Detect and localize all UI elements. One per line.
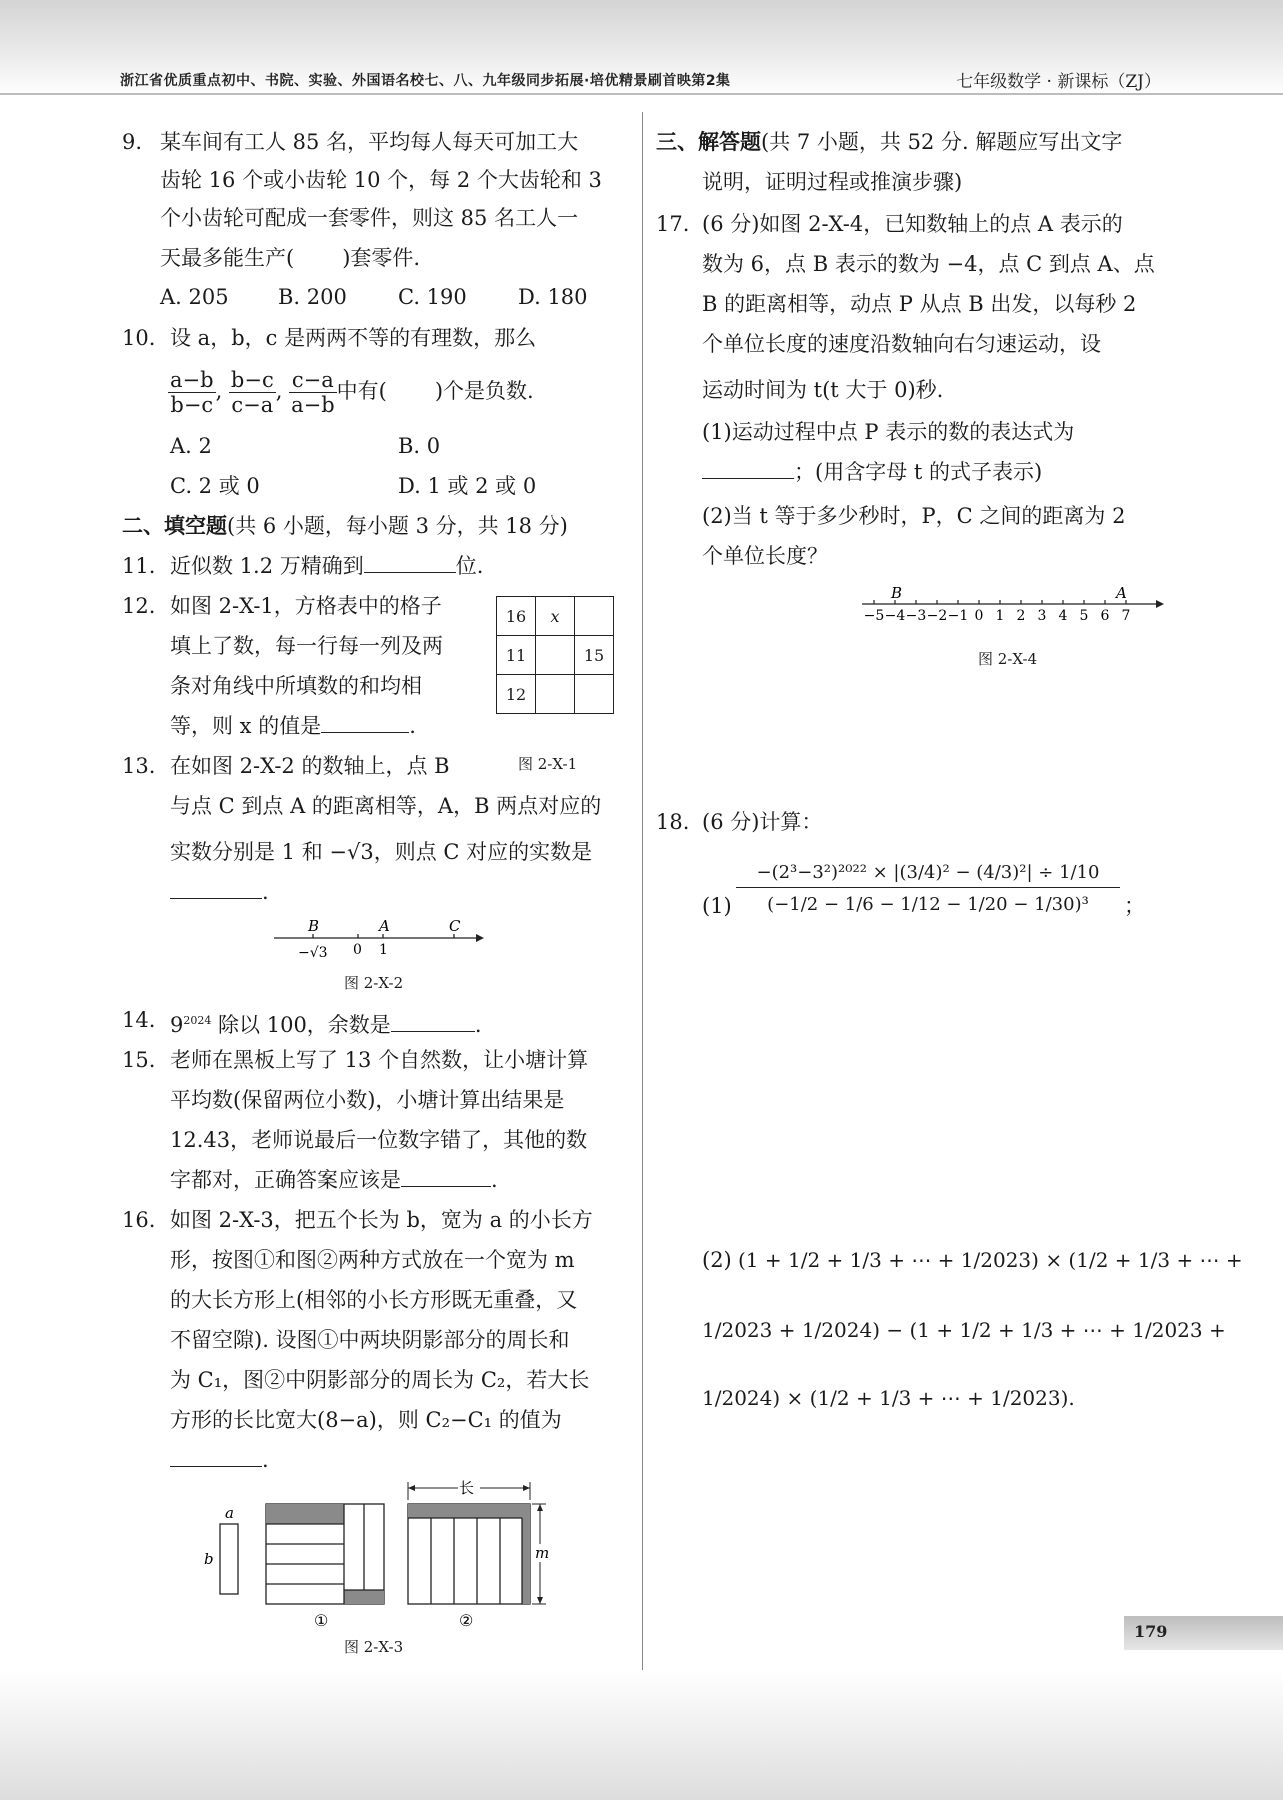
number-line-2x2 [266, 914, 486, 964]
q16-number: 16. [122, 1208, 156, 1232]
q12-line1: 如图 2-X-1，方格表中的格子 [170, 594, 442, 618]
figure-2-label: ② [459, 1611, 474, 1630]
point-a-label: A [379, 917, 390, 935]
q15-line3: 12.43，老师说最后一位数字错了，其他的数 [170, 1128, 588, 1152]
q12-line3: 条对角线中所填数的和均相 [170, 674, 422, 698]
q16-line5: 为 C₁，图②中阴影部分的周长为 C₂，若大长 [170, 1368, 590, 1392]
grid-cell [575, 597, 614, 636]
q16-line2: 形，按图①和图②两种方式放在一个宽为 m [170, 1248, 575, 1272]
point-a-label: A [1116, 584, 1127, 602]
grid-cell [536, 675, 575, 714]
number-line-tick-label: −1 [947, 608, 969, 624]
q10-option-c: C. 2 或 0 [170, 474, 260, 498]
q10-frac-1: $\frac{a-b}{b-c}$ [170, 368, 214, 417]
q16-line1: 如图 2-X-3，把五个长为 b，宽为 a 的小长方 [170, 1208, 593, 1232]
q18-part1-expression [736, 862, 1120, 915]
number-line-tick-label: 4 [1058, 608, 1068, 624]
grid-cell: 11 [497, 636, 536, 675]
q9-option-d: D. 180 [518, 285, 588, 309]
q17-line2: 数为 6，点 B 表示的数为 −4，点 C 到点 A、点 [702, 252, 1155, 276]
width-m-label: m [535, 1544, 550, 1562]
figure-1 [266, 1504, 384, 1604]
q10-number: 10. [122, 326, 156, 350]
figure-1-label: ① [314, 1611, 329, 1630]
grid-cell: 16 [497, 597, 536, 636]
q11-number: 11. [122, 554, 156, 578]
width-a-label: a [225, 1504, 234, 1522]
q17-line5: 运动时间为 t(t 大于 0)秒. [702, 378, 944, 402]
grid-cell: 15 [575, 636, 614, 675]
q18-part1-numerator: −(2³−3²)²⁰²² × |(3/4)² − (4/3)²| ÷ 1/10 [736, 862, 1120, 888]
q18-title: (6 分)计算： [702, 810, 823, 834]
section3-heading: 三、解答题(共 7 小题，共 52 分. 解题应写出文字 [656, 130, 1123, 154]
q17-line3: B 的距离相等，动点 P 从点 B 出发，以每秒 2 [702, 292, 1137, 316]
figure-caption-2x3: 图 2-X-3 [344, 1638, 404, 1656]
q17-part2-line2: 个单位长度？ [702, 544, 828, 568]
q13-line2: 与点 C 到点 A 的距离相等，A，B 两点对应的 [170, 794, 602, 818]
q18-part2-line1: (1 + 1/2 + 1/3 + ⋯ + 1/2023) × (1/2 + 1/3 + ⋯ + [738, 1248, 1243, 1272]
book-series-title: 浙江省优质重点初中、书院、实验、外国语名校七、八、九年级同步拓展·培优精景刷首映第2集 [120, 73, 731, 89]
q18-part1-label: (1) [702, 894, 732, 918]
number-line-tick-label: 3 [1037, 608, 1047, 624]
q17-part1-answer: ；(用含字母 t 的式子表示) [702, 460, 1042, 485]
number-line-tick-label: −2 [926, 608, 948, 624]
column-divider [642, 112, 643, 1672]
q18-part1-end: ； [1124, 894, 1145, 918]
q17-part1: (1)运动过程中点 P 表示的数的表达式为 [702, 420, 1075, 444]
q18-part2-line2: 1/2023 + 1/2024) − (1 + 1/2 + 1/3 + ⋯ + 1/2023 + [702, 1318, 1226, 1342]
number-line-tick-label: −4 [884, 608, 906, 624]
section2-heading: 二、填空题(共 6 小题，每小题 3 分，共 18 分) [122, 514, 568, 538]
q17-part2: (2)当 t 等于多少秒时，P，C 之间的距离为 2 [702, 504, 1126, 528]
number-line-tick-label: −3 [905, 608, 927, 624]
q15-number: 15. [122, 1048, 156, 1072]
q18-part2-label: (2) [702, 1248, 732, 1272]
grid-cell [575, 675, 614, 714]
grid-cell: x [536, 597, 575, 636]
small-rectangle [220, 1524, 238, 1594]
one-label: 1 [379, 942, 388, 958]
point-b-label: B [891, 584, 903, 602]
page-bottom-band [0, 1670, 1283, 1800]
q9-line1: 某车间有工人 85 名，平均每人每天可加工大 [160, 130, 579, 154]
neg-sqrt3-label: −√3 [298, 945, 328, 961]
q16-line7: . [170, 1448, 269, 1473]
figure-caption-2x4: 图 2-X-4 [978, 650, 1038, 668]
header-rule [0, 93, 1283, 95]
figure-2 [408, 1480, 550, 1604]
number-line-tick-label: 1 [995, 608, 1005, 624]
magic-square-grid [496, 596, 614, 714]
q13-line3: 实数分别是 1 和 −√3，则点 C 对应的实数是 [170, 840, 593, 864]
grid-cell [536, 636, 575, 675]
rectangles-figure-2x3 [196, 1480, 556, 1632]
q10-line1: 设 a，b，c 是两两不等的有理数，那么 [170, 326, 537, 350]
q12-line4: 等，则 x 的值是 . [170, 714, 416, 738]
subject-label: 七年级数学 · 新课标（ZJ） [956, 72, 1161, 92]
length-b-label: b [204, 1550, 214, 1568]
q17-line1: (6 分)如图 2-X-4，已知数轴上的点 A 表示的 [702, 212, 1123, 236]
q10-frac-2: $\frac{b-c}{c-a}$ [230, 368, 274, 417]
number-line-tick-label: 5 [1079, 608, 1089, 624]
q12-line2: 填上了数，每一行每一列及两 [170, 634, 443, 658]
figure-caption-2x2: 图 2-X-2 [344, 974, 404, 992]
number-line-tick-label: 2 [1016, 608, 1026, 624]
number-line-tick-label: 0 [974, 608, 984, 624]
q18-part2-line3: 1/2024) × (1/2 + 1/3 + ⋯ + 1/2023). [702, 1386, 1075, 1410]
page-number: 179 [1134, 1622, 1168, 1641]
number-line-tick-label: 6 [1100, 608, 1110, 624]
q9-option-b: B. 200 [278, 285, 347, 309]
q9-option-c: C. 190 [398, 285, 467, 309]
q14-text: $9^{2024}$ 除以 100，余数是 . [170, 1013, 482, 1037]
grid-cell: 12 [497, 675, 536, 714]
q9-number: 9. [122, 130, 143, 154]
q11-text: 近似数 1.2 万精确到 位. [170, 554, 484, 578]
q9-line3: 个小齿轮可配成一套零件，则这 85 名工人一 [160, 206, 579, 230]
q13-line4: . [170, 880, 269, 905]
q17-line4: 个单位长度的速度沿数轴向右匀速运动，设 [702, 332, 1101, 356]
q18-number: 18. [656, 810, 690, 834]
q16-line6: 方形的长比宽大(8−a)，则 C₂−C₁ 的值为 [170, 1408, 562, 1432]
number-line-2x4 [856, 584, 1168, 624]
q16-line4: 不留空隙). 设图①中两块阴影部分的周长和 [170, 1328, 570, 1352]
q15-line1: 老师在黑板上写了 13 个自然数，让小塘计算 [170, 1048, 589, 1072]
q10-option-a: A. 2 [170, 434, 212, 458]
q10-option-d: D. 1 或 2 或 0 [398, 474, 537, 498]
point-b-label: B [308, 917, 320, 935]
q18-part1-denominator: (−1/2 − 1/6 − 1/12 − 1/20 − 1/30)³ [767, 894, 1089, 915]
number-line-tick-label: 7 [1121, 608, 1131, 624]
q15-line2: 平均数(保留两位小数)，小塘计算出结果是 [170, 1088, 565, 1112]
q12-number: 12. [122, 594, 156, 618]
q9-line4: 天最多能生产( )套零件. [160, 246, 421, 270]
q15-line4: 字都对，正确答案应该是 . [170, 1168, 498, 1192]
q9-option-a: A. 205 [160, 285, 229, 309]
q10-option-b: B. 0 [398, 434, 441, 458]
zero-label: 0 [353, 942, 362, 958]
q16-line3: 的大长方形上(相邻的小长方形既无重叠，又 [170, 1288, 578, 1312]
number-line-tick-label: −5 [863, 608, 885, 624]
section3-note-line2: 说明，证明过程或推演步骤) [702, 170, 963, 194]
q10-fraction-line: $\frac{a-b}{b-c}$ , $\frac{b-c}{c-a}$ , $\frac{c-a}{a-b}$ 中有( )个是负数. [170, 368, 534, 417]
q14-number: 14. [122, 1008, 156, 1032]
q10-frac-3: $\frac{c-a}{a-b}$ [291, 368, 335, 417]
q13-line1: 在如图 2-X-2 的数轴上，点 B [170, 754, 450, 778]
length-chang-label: 长 [459, 1480, 475, 1497]
point-c-label: C [449, 917, 461, 935]
q9-line2: 齿轮 16 个或小齿轮 10 个，每 2 个大齿轮和 3 [160, 168, 602, 192]
q13-number: 13. [122, 754, 156, 778]
figure-caption-2x1: 图 2-X-1 [518, 755, 578, 773]
q17-number: 17. [656, 212, 690, 236]
